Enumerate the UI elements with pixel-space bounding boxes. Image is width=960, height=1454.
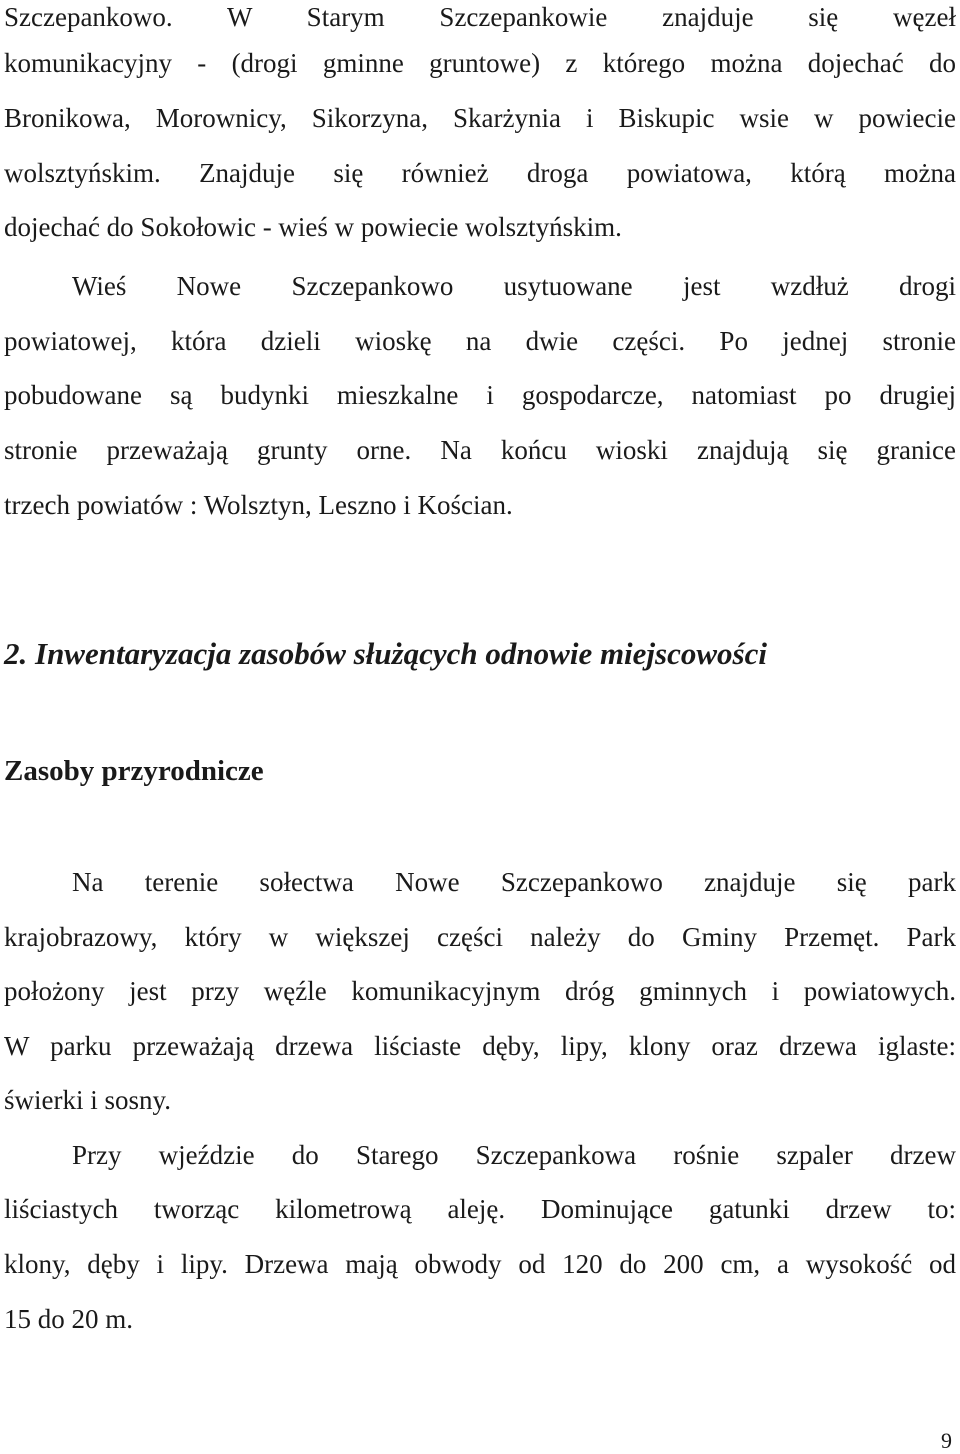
paragraph-line: 15 do 20 m.	[4, 1304, 134, 1334]
paragraph-line: powiatowej, która dzieli wioskę na dwie części. Po jednej stronie	[4, 326, 956, 356]
paragraph-line: dojechać do Sokołowic - wieś w powiecie wolsztyńskim.	[4, 212, 622, 242]
subsection-heading: Zasoby przyrodnicze	[4, 755, 264, 787]
paragraph-line: Bronikowa, Morownicy, Sikorzyna, Skarżynia i Biskupic wsie w powiecie	[4, 103, 956, 133]
paragraph-line: stronie przeważają grunty orne. Na końcu wioski znajdują się granice	[4, 435, 956, 465]
paragraph-line: Na terenie sołectwa Nowe Szczepankowo znajduje się park	[72, 867, 956, 897]
paragraph-line: liściastych tworząc kilometrową aleję. Dominujące gatunki drzew to:	[4, 1194, 956, 1224]
page-number: 9	[941, 1428, 952, 1453]
paragraph-line: Szczepankowo. W Starym Szczepankowie znajduje się węzeł	[4, 2, 956, 32]
paragraph-line: położony jest przy węźle komunikacyjnym dróg gminnych i powiatowych.	[4, 976, 956, 1006]
paragraph-line: świerki i sosny.	[4, 1085, 171, 1115]
paragraph-line: pobudowane są budynki mieszkalne i gospodarcze, natomiast po drugiej	[4, 380, 956, 410]
paragraph-line: Przy wjeździe do Starego Szczepankowa rośnie szpaler drzew	[72, 1140, 956, 1170]
paragraph-line: klony, dęby i lipy. Drzewa mają obwody od 120 do 200 cm, a wysokość od	[4, 1249, 956, 1279]
paragraph-line: krajobrazowy, który w większej części należy do Gminy Przemęt. Park	[4, 922, 956, 952]
paragraph-line: wolsztyńskim. Znajduje się również droga powiatowa, którą można	[4, 158, 956, 188]
paragraph-line: W parku przeważają drzewa liściaste dęby, lipy, klony oraz drzewa iglaste:	[4, 1031, 956, 1061]
paragraph-line: trzech powiatów : Wolsztyn, Leszno i Kościan.	[4, 490, 513, 520]
section-heading: 2. Inwentaryzacja zasobów służących odnowie miejscowości	[4, 636, 767, 671]
paragraph-line: Wieś Nowe Szczepankowo usytuowane jest wzdłuż drogi	[72, 271, 956, 301]
paragraph-line: komunikacyjny - (drogi gminne gruntowe) z którego można dojechać do	[4, 48, 956, 78]
